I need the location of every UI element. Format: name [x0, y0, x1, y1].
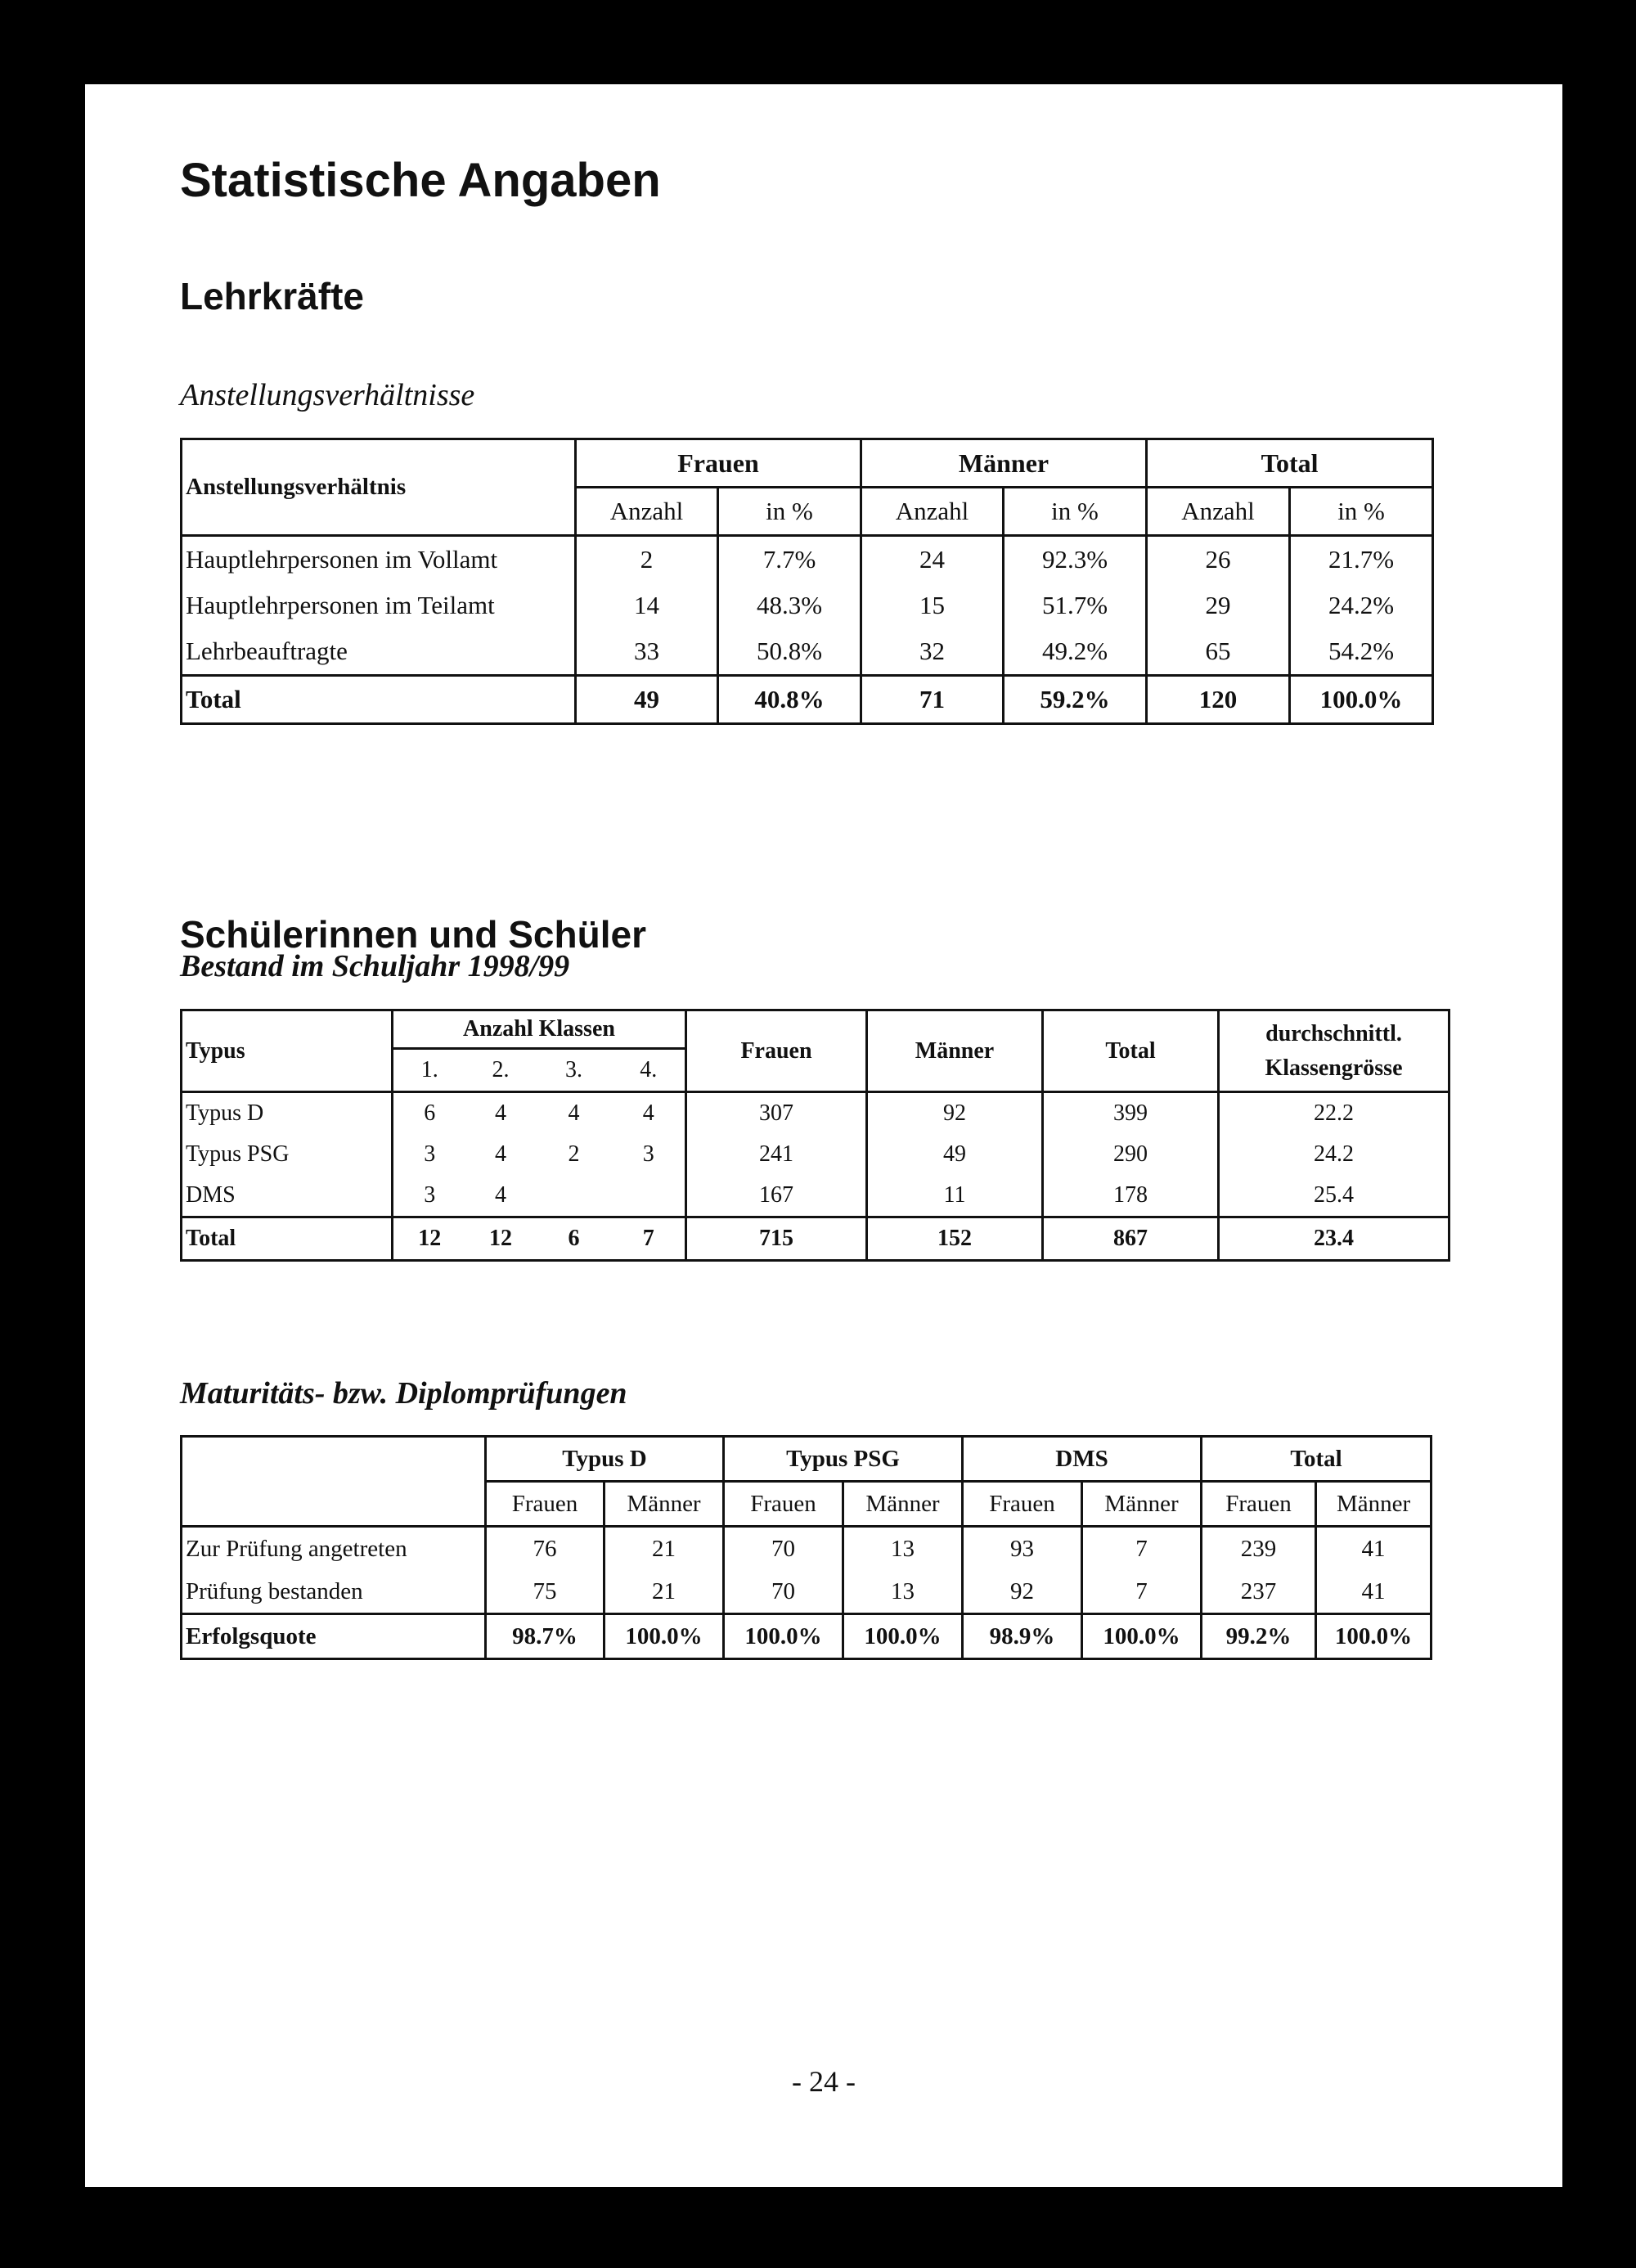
cell: 51.7%	[1004, 583, 1147, 628]
cell: 41	[1316, 1570, 1432, 1614]
cell: 24.2%	[1290, 583, 1433, 628]
cell: 307	[686, 1092, 867, 1135]
table-pruefungen	[180, 1435, 1432, 1660]
column-header: Frauen	[686, 1010, 867, 1092]
total-row	[182, 1217, 1449, 1261]
cell: 167	[686, 1175, 867, 1217]
cell: 100.0%	[724, 1614, 843, 1659]
group-header: Anzahl Klassen	[393, 1010, 686, 1049]
cell: 92	[963, 1570, 1082, 1614]
column-header: Männer	[867, 1010, 1043, 1092]
cell: 24	[861, 536, 1004, 583]
subcol-header: Frauen	[724, 1482, 843, 1527]
table-bestand	[180, 1009, 1450, 1262]
cell: 290	[1043, 1134, 1219, 1175]
cell: 50.8%	[718, 628, 861, 676]
cell: 7	[1082, 1527, 1202, 1571]
cell: 241	[686, 1134, 867, 1175]
row-label: Total	[182, 676, 576, 724]
cell: 93	[963, 1527, 1082, 1571]
cell: 239	[1202, 1527, 1316, 1571]
row-label: Zur Prüfung angetreten	[186, 1535, 407, 1562]
cell: 715	[686, 1217, 867, 1261]
cell: 21	[605, 1527, 724, 1571]
cell: 22.2	[1219, 1092, 1449, 1135]
empty-header	[182, 1437, 486, 1527]
page-title: Statistische Angaben	[180, 154, 661, 207]
cell: 867	[1043, 1217, 1219, 1261]
cell: 32	[861, 628, 1004, 676]
cell: 26	[1147, 536, 1290, 583]
row-label: Typus D	[186, 1100, 264, 1126]
cell: 100.0%	[605, 1614, 724, 1659]
row-label: Typus PSG	[186, 1141, 290, 1167]
section-heading-schueler: Schülerinnen und Schüler	[180, 913, 646, 956]
cell: 7.7%	[718, 536, 861, 583]
subcol-header: Anzahl	[1147, 488, 1290, 536]
cell: 48.3%	[718, 583, 861, 628]
table-row	[182, 1092, 1449, 1135]
table-row	[182, 583, 1433, 628]
cell: 76	[486, 1527, 605, 1571]
subcol-header: 4.	[613, 1049, 686, 1092]
subcol-header: in %	[1290, 488, 1433, 536]
cell: 49.2%	[1004, 628, 1147, 676]
column-header	[1219, 1010, 1449, 1092]
cell: 25.4	[1219, 1175, 1449, 1217]
table-row	[182, 1175, 1449, 1217]
table-row	[182, 1527, 1432, 1571]
cell: 100.0%	[843, 1614, 963, 1659]
row-label: Total	[182, 1217, 393, 1261]
cell: 99.2%	[1202, 1614, 1316, 1659]
cell: 152	[867, 1217, 1043, 1261]
cell: 92	[867, 1092, 1043, 1135]
subcol-header: in %	[1004, 488, 1147, 536]
table-anstellungsverhaeltnisse	[180, 438, 1434, 725]
subcol-header: 2.	[466, 1049, 536, 1092]
row-label: Prüfung bestanden	[186, 1577, 363, 1604]
cell: 75	[486, 1570, 605, 1614]
cell: 49	[867, 1134, 1043, 1175]
subcol-header: Männer	[1082, 1482, 1202, 1527]
cell: 41	[1316, 1527, 1432, 1571]
cell: 7	[613, 1217, 686, 1261]
cell: 98.7%	[486, 1614, 605, 1659]
group-header: Typus D	[486, 1437, 724, 1482]
cell: 33	[576, 628, 718, 676]
cell: 59.2%	[1004, 676, 1147, 724]
cell: 4	[568, 1100, 580, 1126]
subcol-header: 3.	[536, 1049, 613, 1092]
cell: 4	[495, 1141, 506, 1167]
table-row	[182, 1134, 1449, 1175]
subcol-header: Männer	[843, 1482, 963, 1527]
cell: 3	[393, 1134, 466, 1175]
subheading-pruefungen: Maturitäts- bzw. Diplomprüfungen	[180, 1376, 627, 1411]
cell: 178	[1043, 1175, 1219, 1217]
group-header: Frauen	[576, 439, 861, 488]
cell	[613, 1175, 686, 1217]
cell: 100.0%	[1082, 1614, 1202, 1659]
avg-header-line1: durchschnittl.	[1265, 1020, 1402, 1046]
cell: 4	[642, 1100, 654, 1126]
cell: 120	[1147, 676, 1290, 724]
cell: 4	[495, 1182, 506, 1208]
column-header: Total	[1043, 1010, 1219, 1092]
group-header: Total	[1147, 439, 1433, 488]
cell: 29	[1147, 583, 1290, 628]
cell: 13	[843, 1570, 963, 1614]
group-header: Total	[1202, 1437, 1432, 1482]
cell: 98.9%	[963, 1614, 1082, 1659]
table-row	[182, 628, 1433, 676]
cell: 2	[576, 536, 718, 583]
cell: 4	[495, 1100, 506, 1126]
document-page	[85, 84, 1562, 2187]
row-label: Lehrbeauftragte	[186, 637, 348, 665]
cell: 11	[867, 1175, 1043, 1217]
cell: 40.8%	[718, 676, 861, 724]
page-number: - 24 -	[792, 2065, 856, 2098]
subcol-header: Frauen	[963, 1482, 1082, 1527]
cell: 65	[1147, 628, 1290, 676]
cell: 14	[576, 583, 718, 628]
subheading-anstellungsverhaeltnisse: Anstellungsverhältnisse	[180, 378, 475, 412]
cell: 23.4	[1219, 1217, 1449, 1261]
cell: 100.0%	[1316, 1614, 1432, 1659]
table-row	[182, 536, 1433, 583]
cell: 100.0%	[1290, 676, 1433, 724]
subcol-header: Frauen	[486, 1482, 605, 1527]
cell: 71	[861, 676, 1004, 724]
cell: 24.2	[1219, 1134, 1449, 1175]
subcol-header: Männer	[1316, 1482, 1432, 1527]
cell: 70	[724, 1570, 843, 1614]
cell: 3	[642, 1141, 654, 1167]
cell: 12	[466, 1217, 536, 1261]
subcol-header: Anzahl	[576, 488, 718, 536]
cell: 3	[393, 1175, 466, 1217]
cell: 21	[605, 1570, 724, 1614]
cell: 399	[1043, 1092, 1219, 1135]
cell: 6	[393, 1092, 466, 1135]
group-header: DMS	[963, 1437, 1202, 1482]
section-heading-lehrkraefte: Lehrkräfte	[180, 275, 364, 317]
column-header: Anstellungsverhältnis	[182, 439, 576, 536]
subcol-header: in %	[718, 488, 861, 536]
subcol-header: 1.	[393, 1049, 466, 1092]
total-row	[182, 1614, 1432, 1659]
subcol-header: Männer	[605, 1482, 724, 1527]
row-label: Hauptlehrpersonen im Teilamt	[186, 591, 495, 619]
cell	[536, 1175, 613, 1217]
cell: 237	[1202, 1570, 1316, 1614]
cell: 6	[536, 1217, 613, 1261]
cell: 7	[1082, 1570, 1202, 1614]
row-label: Hauptlehrpersonen im Vollamt	[186, 545, 498, 574]
total-row	[182, 676, 1433, 724]
column-header: Typus	[182, 1010, 393, 1092]
cell: 12	[393, 1217, 466, 1261]
cell: 2	[568, 1141, 580, 1167]
cell: 54.2%	[1290, 628, 1433, 676]
group-header: Männer	[861, 439, 1147, 488]
avg-header-line2: Klassengrösse	[1265, 1055, 1403, 1081]
cell: 15	[861, 583, 1004, 628]
subcol-header: Anzahl	[861, 488, 1004, 536]
cell: 49	[576, 676, 718, 724]
row-label: DMS	[186, 1182, 236, 1208]
subcol-header: Frauen	[1202, 1482, 1316, 1527]
row-label: Erfolgsquote	[182, 1614, 486, 1659]
cell: 70	[724, 1527, 843, 1571]
subheading-bestand: Bestand im Schuljahr 1998/99	[180, 949, 570, 983]
cell: 13	[843, 1527, 963, 1571]
table-row	[182, 1570, 1432, 1614]
cell: 21.7%	[1290, 536, 1433, 583]
group-header: Typus PSG	[724, 1437, 963, 1482]
cell: 92.3%	[1004, 536, 1147, 583]
